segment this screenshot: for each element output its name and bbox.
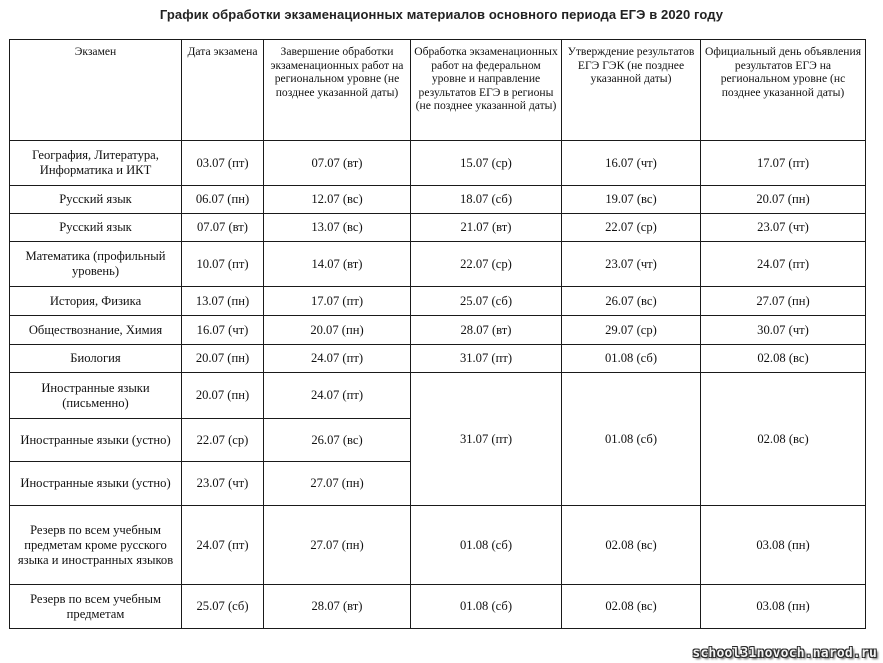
cell-date: 06.07 (пн): [182, 186, 264, 214]
table-row: [10, 345, 866, 373]
cell-date: 03.07 (пт): [182, 141, 264, 186]
table-row: [10, 506, 866, 585]
cell-exam: Русский язык: [10, 186, 182, 214]
header-regional-processing: Завершение обработки экзаменационных работ на региональном уровне (не позднее указанной даты): [264, 40, 411, 141]
cell-announce: 24.07 (пт): [701, 242, 866, 287]
cell-regional: 28.07 (вт): [264, 585, 411, 629]
table-row: [10, 214, 866, 242]
cell-announce: 27.07 (пн): [701, 287, 866, 316]
cell-exam: Обществознание, Химия: [10, 316, 182, 345]
cell-date: 23.07 (чт): [182, 462, 264, 506]
schedule-table: [9, 39, 866, 629]
cell-date: 07.07 (вт): [182, 214, 264, 242]
cell-announce: 23.07 (чт): [701, 214, 866, 242]
cell-gek-merged: 01.08 (сб): [562, 373, 701, 506]
cell-announce: 20.07 (пн): [701, 186, 866, 214]
cell-announce: 17.07 (пт): [701, 141, 866, 186]
cell-announce: 03.08 (пн): [701, 585, 866, 629]
header-announcement: Официальный день объявления результатов ЕГЭ на региональном уровне (нс позднее указанной даты): [701, 40, 866, 141]
cell-federal: 22.07 (ср): [411, 242, 562, 287]
cell-regional: 14.07 (вт): [264, 242, 411, 287]
table-row: [10, 186, 866, 214]
cell-exam: Иностранные языки (устно): [10, 419, 182, 462]
cell-date: 24.07 (пт): [182, 506, 264, 585]
cell-announce: 02.08 (вс): [701, 345, 866, 373]
header-gek-approval: Утверждение результатов ЕГЭ ГЭК (не позднее указанной даты): [562, 40, 701, 141]
cell-federal: 25.07 (сб): [411, 287, 562, 316]
cell-gek: 26.07 (вс): [562, 287, 701, 316]
cell-federal: 01.08 (сб): [411, 585, 562, 629]
table-header-row: [10, 40, 866, 141]
cell-gek: 16.07 (чт): [562, 141, 701, 186]
cell-federal: 01.08 (сб): [411, 506, 562, 585]
cell-gek: 01.08 (сб): [562, 345, 701, 373]
cell-regional: 13.07 (вс): [264, 214, 411, 242]
cell-announce: 30.07 (чт): [701, 316, 866, 345]
cell-federal: 15.07 (ср): [411, 141, 562, 186]
cell-exam: Резерв по всем учебным предметам: [10, 585, 182, 629]
cell-announce: 03.08 (пн): [701, 506, 866, 585]
table-row: [10, 373, 866, 419]
cell-gek: 29.07 (ср): [562, 316, 701, 345]
header-exam: Экзамен: [10, 40, 182, 141]
cell-federal: 31.07 (пт): [411, 345, 562, 373]
cell-date: 13.07 (пн): [182, 287, 264, 316]
cell-date: 22.07 (ср): [182, 419, 264, 462]
cell-federal: 28.07 (вт): [411, 316, 562, 345]
cell-exam: Математика (профильный уровень): [10, 242, 182, 287]
cell-federal: 21.07 (вт): [411, 214, 562, 242]
cell-gek: 02.08 (вс): [562, 585, 701, 629]
cell-regional: 12.07 (вс): [264, 186, 411, 214]
cell-exam: Биология: [10, 345, 182, 373]
cell-regional: 26.07 (вс): [264, 419, 411, 462]
cell-exam: Иностранные языки (устно): [10, 462, 182, 506]
table-row: [10, 316, 866, 345]
cell-regional: 24.07 (пт): [264, 373, 411, 419]
cell-regional: 27.07 (пн): [264, 462, 411, 506]
cell-federal: 18.07 (сб): [411, 186, 562, 214]
cell-regional: 27.07 (пн): [264, 506, 411, 585]
cell-gek: 23.07 (чт): [562, 242, 701, 287]
page-title: График обработки экзаменационных материалов основного периода ЕГЭ в 2020 году: [159, 7, 724, 22]
cell-regional: 17.07 (пт): [264, 287, 411, 316]
cell-announce-merged: 02.08 (вс): [701, 373, 866, 506]
cell-gek: 22.07 (ср): [562, 214, 701, 242]
cell-gek: 02.08 (вс): [562, 506, 701, 585]
table-row: [10, 141, 866, 186]
cell-date: 16.07 (чт): [182, 316, 264, 345]
cell-regional: 24.07 (пт): [264, 345, 411, 373]
cell-date: 25.07 (сб): [182, 585, 264, 629]
table-row: [10, 287, 866, 316]
cell-date: 20.07 (пн): [182, 345, 264, 373]
table-row: [10, 585, 866, 629]
cell-exam: Русский язык: [10, 214, 182, 242]
cell-date: 20.07 (пн): [182, 373, 264, 419]
table-row: [10, 242, 866, 287]
cell-regional: 07.07 (вт): [264, 141, 411, 186]
cell-date: 10.07 (пт): [182, 242, 264, 287]
cell-gek: 19.07 (вс): [562, 186, 701, 214]
site-watermark: school31novoch.narod.ru: [692, 646, 877, 661]
cell-regional: 20.07 (пн): [264, 316, 411, 345]
cell-exam: История, Физика: [10, 287, 182, 316]
header-exam-date: Дата экзамена: [182, 40, 264, 141]
header-federal-processing: Обработка экзаменационных работ на федеральном уровне и направление результатов ЕГЭ в регионы (не позднее указанной даты): [411, 40, 562, 141]
cell-exam: География, Литература, Информатика и ИКТ: [10, 141, 182, 186]
cell-exam: Иностранные языки (письменно): [10, 373, 182, 419]
cell-federal-merged: 31.07 (пт): [411, 373, 562, 506]
cell-exam: Резерв по всем учебным предметам кроме русского языка и иностранных языков: [10, 506, 182, 585]
